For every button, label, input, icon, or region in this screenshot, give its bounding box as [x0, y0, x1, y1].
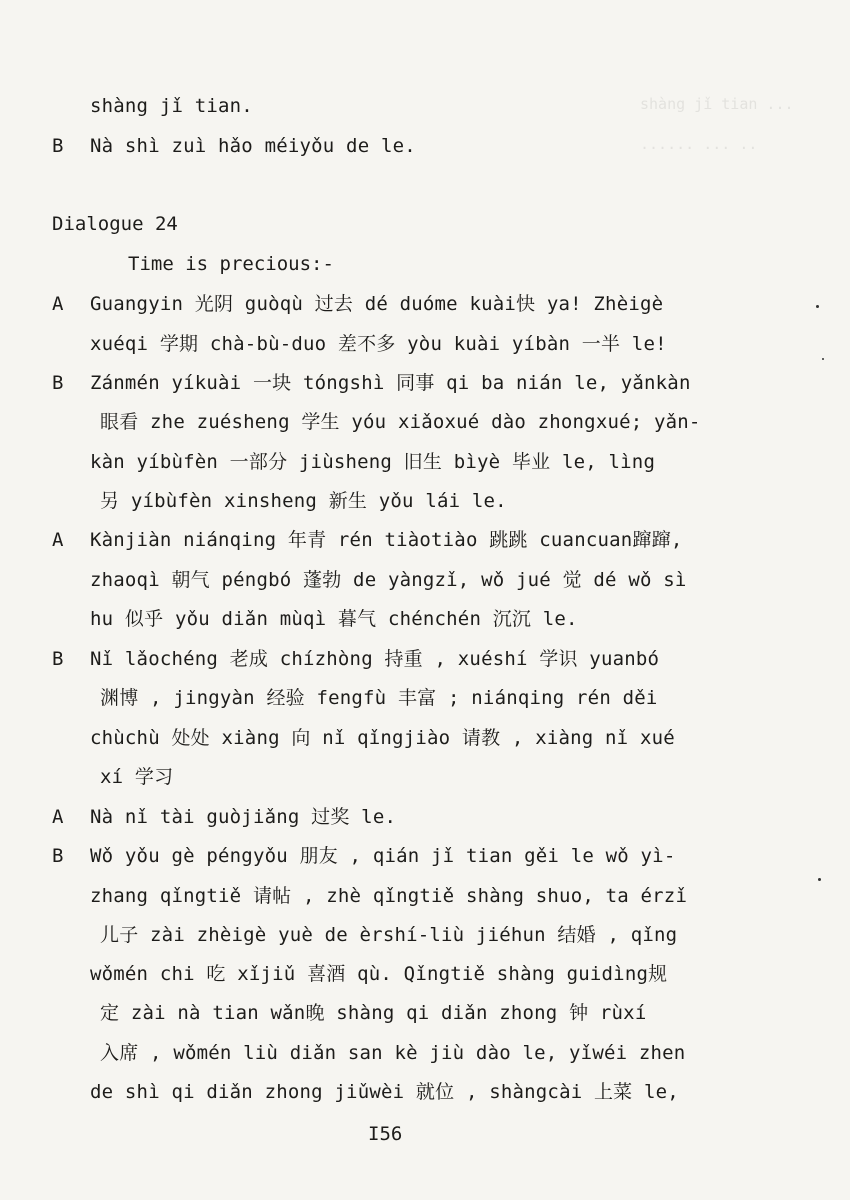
pinyin-text: de shì qi diǎn zhong jiǔwèi	[90, 1081, 416, 1103]
pinyin-text: xí	[100, 766, 135, 788]
pinyin-text: , zhè qǐngtiě shàng shuo, ta érzǐ	[291, 885, 688, 907]
pinyin-text: chà-bù-duo	[198, 333, 338, 355]
handwritten-chinese: 年青	[287, 529, 327, 551]
pinyin-text: Guangyin	[90, 293, 195, 315]
handwritten-chinese: 朋友	[299, 845, 338, 867]
dialogue-line	[90, 805, 396, 829]
dialogue-line	[100, 1041, 685, 1065]
pinyin-text: yuanbó	[577, 648, 660, 670]
pinyin-text: zhang qǐngtiě	[90, 885, 253, 907]
pinyin-text: qi ba nián le, yǎnkàn	[434, 372, 691, 394]
handwritten-chinese: 另	[100, 490, 120, 512]
handwritten-chinese: 一部分	[229, 451, 288, 473]
dialogue-line	[90, 884, 687, 908]
handwritten-chinese: 钟	[569, 1002, 589, 1024]
pinyin-text: rùxí	[588, 1002, 647, 1024]
pinyin-text: , xuéshí	[422, 648, 540, 670]
speaker-label: A	[52, 293, 64, 315]
pinyin-text: yǒu lái le.	[367, 490, 507, 512]
handwritten-chinese: 一半	[581, 333, 621, 355]
dialogue-line: Nà shì zuì hǎo méiyǒu de le.	[90, 135, 416, 157]
handwritten-chinese: 朝气	[171, 569, 210, 591]
pinyin-text: yóu xiǎoxué dào zhongxué; yǎn-	[339, 411, 701, 433]
handwritten-chinese: 持重	[384, 648, 423, 670]
handwritten-chinese: 请帖	[252, 885, 292, 907]
pinyin-text: , wǒmén liù diǎn san kè jiù dào le, yǐwéi zhen	[138, 1042, 686, 1064]
handwritten-chinese: 喜酒	[307, 963, 346, 985]
pinyin-text: Nǐ lǎochéng	[90, 648, 230, 670]
handwritten-chinese: 老成	[229, 648, 269, 670]
handwritten-chinese: 觉	[562, 569, 582, 591]
handwritten-chinese: 吃	[206, 963, 226, 985]
handwritten-chinese: 蹿蹿	[632, 529, 671, 551]
handwritten-chinese: 毕业	[511, 451, 551, 473]
handwritten-chinese: 光阴	[194, 293, 234, 315]
pinyin-text: yíbùfèn xinsheng	[119, 490, 329, 512]
pinyin-text: Nà nǐ tài guòjiǎng	[90, 806, 312, 828]
page-speck	[818, 878, 821, 881]
pinyin-text: xuéqi	[90, 333, 160, 355]
handwritten-chinese: 过去	[314, 293, 354, 315]
pinyin-text: xiàng	[209, 727, 292, 749]
handwritten-chinese: 快	[516, 293, 536, 315]
dialogue-line	[90, 607, 578, 631]
handwritten-chinese: 上菜	[593, 1081, 633, 1103]
handwritten-chinese: 晚	[305, 1002, 325, 1024]
pinyin-text: yǒu diǎn mùqì	[163, 608, 338, 630]
handwritten-chinese: 渊博	[100, 687, 139, 709]
speaker-label: B	[52, 372, 64, 394]
handwritten-chinese: 差不多	[337, 333, 396, 355]
handwritten-chinese: 旧生	[403, 451, 443, 473]
pinyin-text: de yàngzǐ, wǒ jué	[341, 569, 563, 591]
pinyin-text: chénchén	[376, 608, 493, 630]
pinyin-text: hu	[90, 608, 125, 630]
handwritten-chinese: 学生	[301, 411, 340, 433]
handwritten-chinese: 向	[291, 727, 311, 749]
dialogue-line	[90, 1080, 679, 1104]
pinyin-text: rén tiàotiào	[326, 529, 490, 551]
pinyin-text: tóngshì	[291, 372, 397, 394]
speaker-label: B	[52, 845, 64, 867]
handwritten-chinese: 暮气	[337, 608, 377, 630]
dialogue-line	[90, 568, 687, 592]
pinyin-text: le,	[632, 1081, 679, 1103]
pinyin-text: bìyè	[442, 451, 512, 473]
pinyin-text: le, lìng	[550, 451, 656, 473]
pinyin-text: zhaoqì	[90, 569, 172, 591]
pinyin-text: le.	[349, 806, 397, 828]
handwritten-chinese: 结婚	[557, 924, 596, 946]
dialogue-line	[100, 1001, 646, 1025]
handwritten-chinese: 学习	[134, 766, 174, 788]
pinyin-text: cuancuan	[527, 529, 633, 551]
handwritten-chinese: 一块	[252, 372, 292, 394]
handwritten-chinese: 规	[648, 963, 668, 985]
pinyin-text: , qián jǐ tian gěi le wǒ yì-	[337, 845, 676, 867]
dialogue-line	[100, 410, 701, 434]
handwritten-chinese: 儿子	[100, 924, 139, 946]
pinyin-text: , jingyàn	[138, 687, 267, 709]
pinyin-text: chízhòng	[268, 648, 385, 670]
bleed-through-text: shàng jǐ tian ...	[640, 95, 794, 113]
pinyin-text: Zánmén yíkuài	[90, 372, 253, 394]
handwritten-chinese: 入席	[100, 1042, 139, 1064]
dialogue-line	[90, 292, 663, 316]
handwritten-chinese: 学期	[159, 333, 199, 355]
pinyin-text: yòu kuài yíbàn	[395, 333, 582, 355]
handwritten-chinese: 新生	[328, 490, 368, 512]
handwritten-chinese: 学识	[539, 648, 578, 670]
pinyin-text: fengfù	[304, 687, 398, 709]
pinyin-text: jiùsheng	[287, 451, 404, 473]
pinyin-text: kàn yíbùfèn	[90, 451, 230, 473]
dialogue-line	[100, 765, 173, 789]
dialogue-title: Dialogue 24	[52, 213, 178, 235]
handwritten-chinese: 蓬勃	[303, 569, 342, 591]
pinyin-text: ,	[670, 529, 683, 551]
pinyin-text: , xiàng nǐ xué	[500, 727, 675, 749]
dialogue-subtitle: Time is precious:-	[128, 253, 334, 275]
dialogue-line	[90, 450, 655, 474]
dialogue-line	[90, 647, 659, 671]
pinyin-text: zhe zuésheng	[138, 411, 302, 433]
dialogue-line	[100, 686, 658, 710]
pinyin-text: shàng qi diǎn zhong	[324, 1002, 570, 1024]
dialogue-line	[90, 528, 682, 552]
page-speck	[816, 305, 819, 308]
handwritten-chinese: 沉沉	[492, 608, 532, 630]
pinyin-text: , shàngcài	[454, 1081, 594, 1103]
handwritten-chinese: 请教	[461, 727, 501, 749]
speaker-label: B	[52, 135, 64, 157]
pinyin-text: dé wǒ sì	[581, 569, 687, 591]
dialogue-line	[90, 332, 667, 356]
handwritten-chinese: 处处	[171, 727, 210, 749]
pinyin-text: ya! Zhèigè	[535, 293, 664, 315]
pinyin-text: péngbó	[209, 569, 304, 591]
handwritten-chinese: 过奖	[311, 806, 350, 828]
continuation-line: shàng jǐ tian.	[90, 95, 253, 117]
pinyin-text: qù. Qǐngtiě shàng guidìng	[345, 963, 649, 985]
dialogue-line	[90, 962, 667, 986]
handwritten-chinese: 似乎	[124, 608, 164, 630]
pinyin-text: Kànjiàn niánqing	[90, 529, 288, 551]
pinyin-text: dé duóme kuài	[353, 293, 517, 315]
handwritten-chinese: 同事	[396, 372, 435, 394]
speaker-label: B	[52, 648, 64, 670]
page-number: I56	[368, 1123, 403, 1145]
dialogue-line	[100, 489, 507, 513]
pinyin-text: zài zhèigè yuè de èrshí-liù jiéhun	[138, 924, 558, 946]
page-speck	[822, 358, 824, 360]
pinyin-text: nǐ qǐngjiào	[310, 727, 462, 749]
handwritten-chinese: 丰富	[397, 687, 437, 709]
dialogue-line	[90, 844, 675, 868]
handwritten-chinese: 就位	[415, 1081, 455, 1103]
pinyin-text: ; niánqing rén děi	[436, 687, 658, 709]
pinyin-text: wǒmén chi	[90, 963, 207, 985]
handwritten-chinese: 跳跳	[489, 529, 528, 551]
dialogue-line	[100, 923, 677, 947]
bleed-through-text: ...... ... ..	[640, 135, 758, 153]
handwritten-chinese: 定	[100, 1002, 120, 1024]
pinyin-text: le!	[620, 333, 667, 355]
pinyin-text: guòqù	[233, 293, 315, 315]
speaker-label: A	[52, 806, 64, 828]
pinyin-text: Wǒ yǒu gè péngyǒu	[90, 845, 300, 867]
speaker-label: A	[52, 529, 64, 551]
handwritten-chinese: 眼看	[100, 411, 139, 433]
handwritten-chinese: 经验	[266, 687, 305, 709]
pinyin-text: chùchù	[90, 727, 172, 749]
pinyin-text: xǐjiǔ	[225, 963, 308, 985]
pinyin-text: , qǐng	[595, 924, 678, 946]
dialogue-line	[90, 726, 675, 750]
dialogue-line	[90, 371, 691, 395]
pinyin-text: le.	[531, 608, 578, 630]
pinyin-text: zài nà tian wǎn	[119, 1002, 306, 1024]
